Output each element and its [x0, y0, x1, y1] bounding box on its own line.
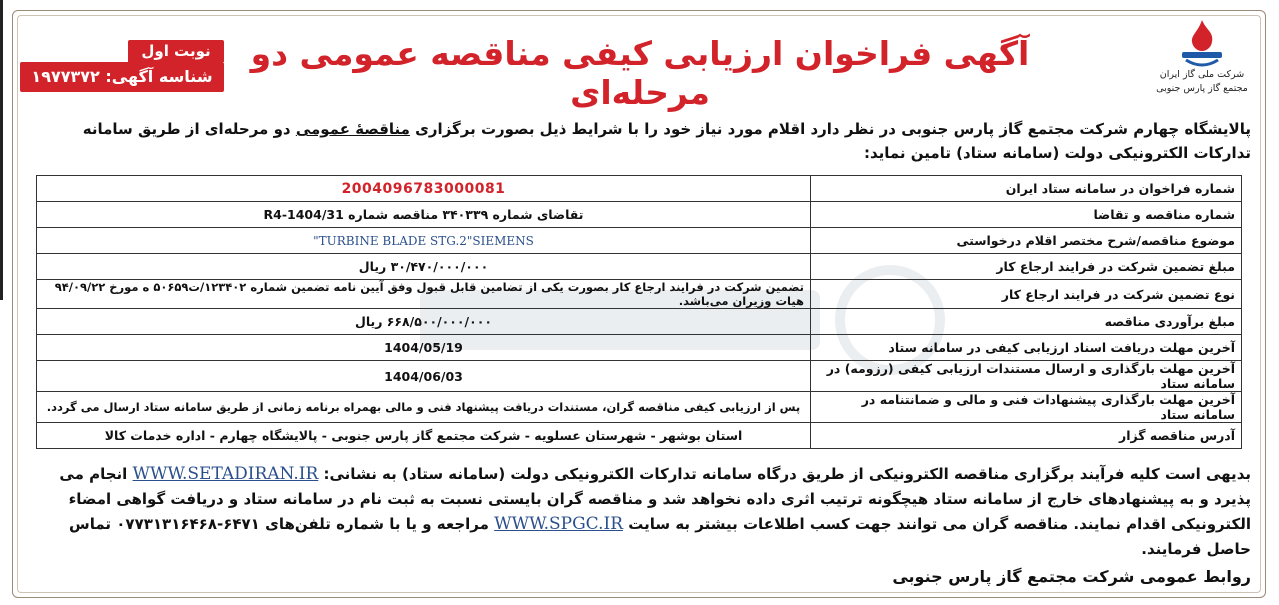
row-label: موضوع مناقصه/شرح مختصر اقلام درخواستی: [811, 228, 1242, 254]
row-label: آخرین مهلت بارگذاری پیشنهادات فنی و مالی و ضمانتنامه در سامانه ستاد: [811, 392, 1242, 423]
table-row: [37, 392, 1242, 423]
edge-mark: [0, 0, 3, 300]
tender-details-table: [36, 175, 1242, 449]
footer-text: [28, 462, 1251, 562]
flame-logo-icon: [1176, 18, 1228, 68]
row-value: ۶۶۸/۵۰۰/۰۰۰/۰۰۰ ریال: [37, 309, 811, 335]
intro-text-2: دو مرحله‌ای از طریق سامانه تدارکات الکترونیکی دولت (سامانه ستاد) تامین نماید:: [82, 120, 1251, 162]
table-row: [37, 254, 1242, 280]
row-value: پس از ارزیابی کیفی مناقصه گران، مستندات دریافت پیشنهاد فنی و مالی بهمراه برنامه زمانی از طریق سامانه ستاد ارسال می گردد.: [37, 392, 811, 423]
table-row: [37, 176, 1242, 202]
row-label: شماره مناقصه و تقاضا: [811, 202, 1242, 228]
row-value: 1404/06/03: [37, 361, 811, 392]
intro-text-1: پالایشگاه چهارم شرکت مجتمع گاز پارس جنوبی در نظر دارد اقلام مورد نیاز خود را با شرایط ذیل بصورت برگزاری: [409, 120, 1251, 138]
row-value: ۳۰/۴۷۰/۰۰۰/۰۰۰ ریال: [37, 254, 811, 280]
footer-text-1: بدیهی است کلیه فرآیند برگزاری مناقصه الکترونیکی از طریق درگاه سامانه تدارکات الکترونیکی دولت (سامانه ستاد) به نشانی:: [318, 465, 1251, 483]
row-label: شماره فراخوان در سامانه ستاد ایران: [811, 176, 1242, 202]
row-label: نوع تضمین شرکت در فرایند ارجاع کار: [811, 280, 1242, 309]
table-row: [37, 423, 1242, 449]
notice-title: آگهی فراخوان ارزیابی کیفی مناقصه عمومی دو مرحله‌ای: [250, 34, 1030, 112]
row-value: تقاضای شماره ۳۴۰۳۳۹ مناقصه شماره R4-1404/31: [37, 202, 811, 228]
row-label: آخرین مهلت دریافت اسناد ارزیابی کیفی در سامانه ستاد: [811, 335, 1242, 361]
table-row: [37, 361, 1242, 392]
footer-text-3: مراجعه و یا با شماره تلفن‌های ۶۴۷۱-۰۷۷۳۱۳۱۶۴۶۸ تماس حاصل فرمایند.: [69, 515, 1251, 558]
turn-badge: نوبت اول: [128, 40, 224, 62]
company-logo: [1147, 18, 1257, 96]
ad-id-badge: شناسه آگهی: ۱۹۷۷۳۷۲: [20, 62, 224, 92]
footer-text-2: انجام می پذیرد و به پیشنهادهای خارج از سامانه ستاد هیچگونه ترتیب اثری داده نخواهد شد و مناقصه گران بایستی نسبت به ثبت نام در سامانه ستاد و دریافت گواهی امضاء الکترونیکی اقدام نمایند. مناقصه گران می توانند جهت کسب اطلاعات بیشتر به سایت: [59, 465, 1251, 533]
row-label: مبلغ تضمین شرکت در فرایند ارجاع کار: [811, 254, 1242, 280]
row-label: آدرس مناقصه گزار: [811, 423, 1242, 449]
table-row: [37, 335, 1242, 361]
row-value: 1404/05/19: [37, 335, 811, 361]
intro-paragraph: [28, 117, 1251, 165]
row-value: تضمین شرکت در فرایند ارجاع کار بصورت یکی از تضامین قابل قبول وفق آیین نامه تضمین شماره ۱۲۳۴۰۲/ت۵۰۶۵۹ ه مورخ ۹۴/۰۹/۲۲ هیات وزیران می‌باشد.: [37, 280, 811, 309]
spgc-link[interactable]: WWW.SPGC.IR: [494, 514, 623, 534]
row-label: مبلغ برآوردی مناقصه: [811, 309, 1242, 335]
table-row: [37, 280, 1242, 309]
row-value: 2004096783000081: [37, 176, 811, 202]
notice-badge: [20, 40, 224, 100]
table-row: [37, 202, 1242, 228]
row-value: TURBINE BLADE STG.2"SIEMENS": [37, 228, 811, 254]
intro-underlined: مناقصهٔ عمومی: [295, 120, 410, 138]
footer-paragraph: [28, 462, 1251, 589]
row-label: آخرین مهلت بارگذاری و ارسال مستندات ارزیابی کیفی (رزومه) در سامانه ستاد: [811, 361, 1242, 392]
signature: روابط عمومی شرکت مجتمع گاز پارس جنوبی: [892, 567, 1251, 586]
logo-complex-name: مجتمع گاز پارس جنوبی: [1156, 83, 1248, 94]
row-value: استان بوشهر - شهرستان عسلویه - شرکت مجتمع گاز پارس جنوبی - پالایشگاه چهارم - اداره خدمات کالا: [37, 423, 811, 449]
setadiran-link[interactable]: WWW.SETADIRAN.IR: [132, 464, 319, 484]
table-row: [37, 309, 1242, 335]
table-row: [37, 228, 1242, 254]
logo-company-name: شرکت ملی گاز ایران: [1159, 69, 1245, 80]
